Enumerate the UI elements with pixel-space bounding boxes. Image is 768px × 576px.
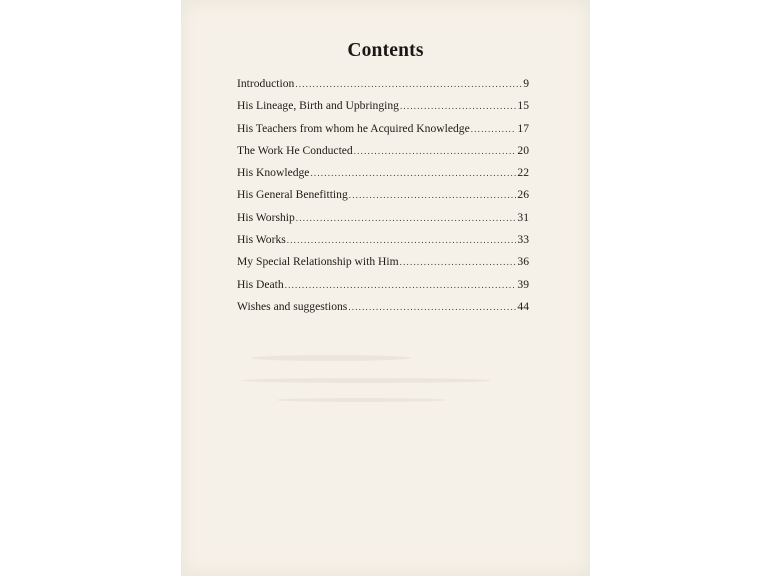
toc-entry bbox=[237, 166, 529, 188]
contents-title: Contents bbox=[347, 40, 424, 61]
toc-dot-leader bbox=[295, 79, 522, 89]
toc-entry bbox=[237, 233, 529, 255]
toc-entry-title: The Work He Conducted bbox=[237, 143, 353, 157]
table-of-contents bbox=[237, 77, 529, 322]
toc-entry-page: 33 bbox=[517, 233, 529, 247]
toc-dot-leader bbox=[285, 280, 517, 290]
toc-entry bbox=[237, 211, 529, 233]
book-page bbox=[181, 0, 590, 576]
paper-speck bbox=[251, 355, 411, 361]
toc-dot-leader bbox=[349, 190, 517, 200]
toc-entry-title: His Lineage, Birth and Upbringing bbox=[237, 99, 399, 113]
toc-entry-page: 9 bbox=[523, 77, 529, 90]
toc-entry bbox=[237, 144, 529, 166]
toc-entry bbox=[237, 77, 529, 99]
toc-entry-page: 31 bbox=[517, 210, 529, 224]
toc-dot-leader bbox=[348, 302, 516, 312]
toc-entry-title: His General Benefitting bbox=[237, 188, 348, 202]
toc-entry-title: His Works bbox=[237, 233, 286, 247]
toc-entry-page: 36 bbox=[517, 255, 529, 269]
toc-entry bbox=[237, 278, 529, 300]
toc-dot-leader bbox=[471, 124, 517, 134]
toc-entry-title: His Teachers from whom he Acquired Knowledge bbox=[237, 121, 470, 135]
paper-speck bbox=[276, 398, 446, 402]
toc-entry-title: His Knowledge bbox=[237, 166, 310, 180]
toc-entry bbox=[237, 255, 529, 277]
toc-entry bbox=[237, 188, 529, 210]
toc-entry-page: 39 bbox=[517, 277, 529, 291]
toc-dot-leader bbox=[354, 146, 517, 156]
toc-dot-leader bbox=[400, 257, 517, 267]
toc-entry bbox=[237, 99, 529, 121]
toc-dot-leader bbox=[296, 213, 517, 223]
toc-dot-leader bbox=[287, 235, 517, 245]
toc-entry-page: 15 bbox=[517, 99, 529, 113]
toc-entry-page: 22 bbox=[517, 166, 529, 180]
toc-dot-leader bbox=[400, 101, 516, 111]
toc-entry-page: 20 bbox=[517, 143, 529, 157]
toc-dot-leader bbox=[310, 168, 516, 178]
toc-entry-title: His Death bbox=[237, 277, 284, 291]
toc-entry bbox=[237, 300, 529, 322]
toc-entry-page: 26 bbox=[517, 188, 529, 202]
toc-entry-page: 17 bbox=[517, 121, 529, 135]
paper-speck bbox=[241, 378, 491, 383]
toc-entry-title: Introduction bbox=[237, 77, 295, 90]
toc-entry-title: My Special Relationship with Him bbox=[237, 255, 399, 269]
toc-entry bbox=[237, 122, 529, 144]
toc-entry-title: His Worship bbox=[237, 210, 295, 224]
toc-entry-page: 44 bbox=[517, 299, 529, 313]
toc-entry-title: Wishes and suggestions bbox=[237, 299, 348, 313]
